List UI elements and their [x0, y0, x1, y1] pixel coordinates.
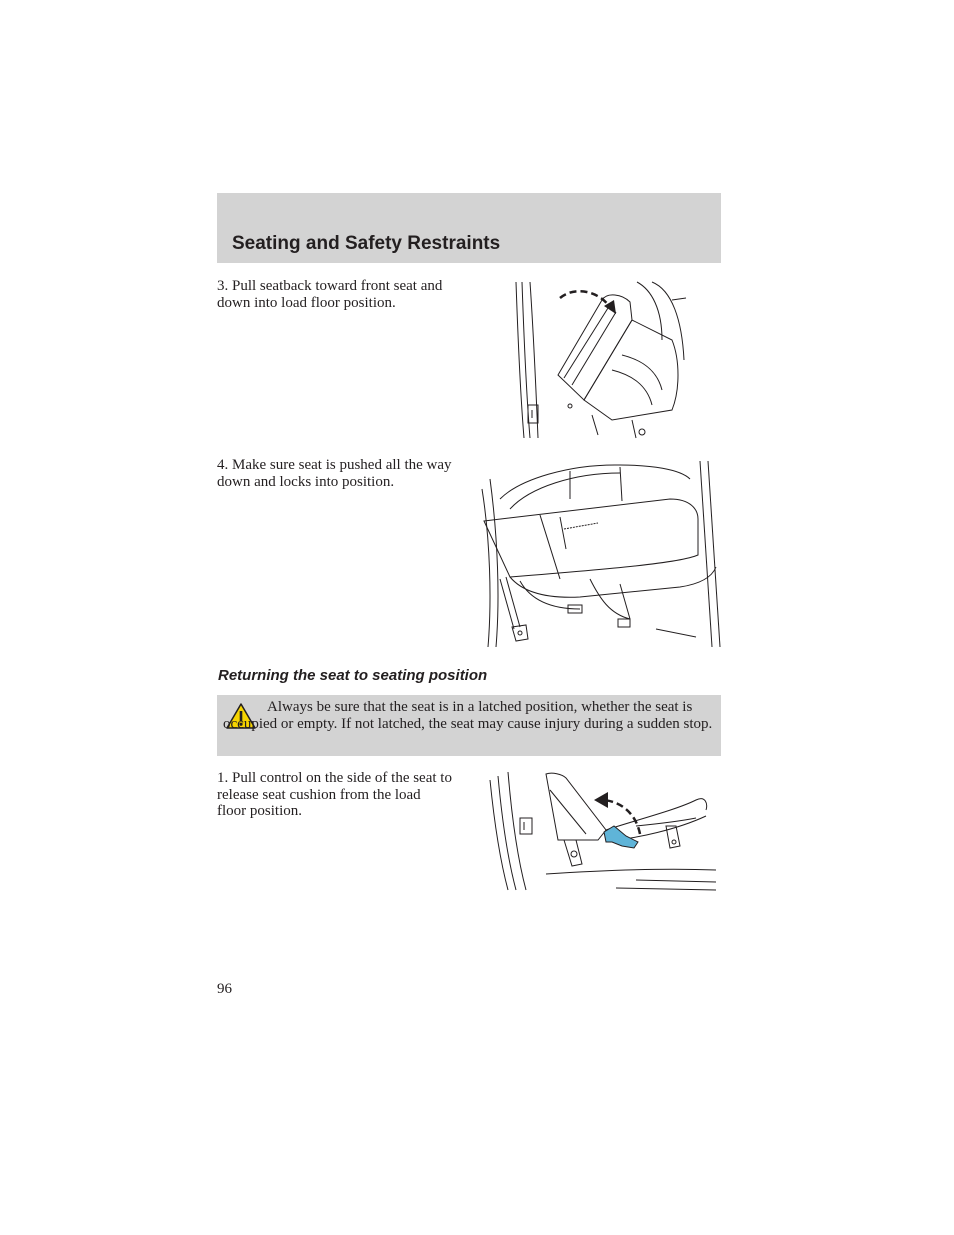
section-subheading: Returning the seat to seating position	[218, 667, 488, 684]
seatback-folding-illustration	[512, 280, 687, 440]
section-header-band	[217, 193, 721, 263]
section-title: Seating and Safety Restraints	[232, 233, 501, 254]
seat-locked-load-floor-illustration	[480, 459, 722, 649]
seat-release-control-illustration	[486, 770, 718, 892]
step-3-text: 3. Pull seatback toward front seat and down into load floor position.	[217, 278, 443, 311]
warning-box	[217, 695, 721, 756]
warning-text: Always be sure that the seat is in a latched position, whether the seat is occupied or empty. If not latched, the seat may cause injury during a sudden stop.	[223, 699, 713, 732]
return-step-1-text: 1. Pull control on the side of the seat to release seat cushion from the load floor position.	[217, 770, 452, 819]
page-number: 96	[217, 981, 232, 997]
step-4-text: 4. Make sure seat is pushed all the way down and locks into position.	[217, 457, 452, 490]
